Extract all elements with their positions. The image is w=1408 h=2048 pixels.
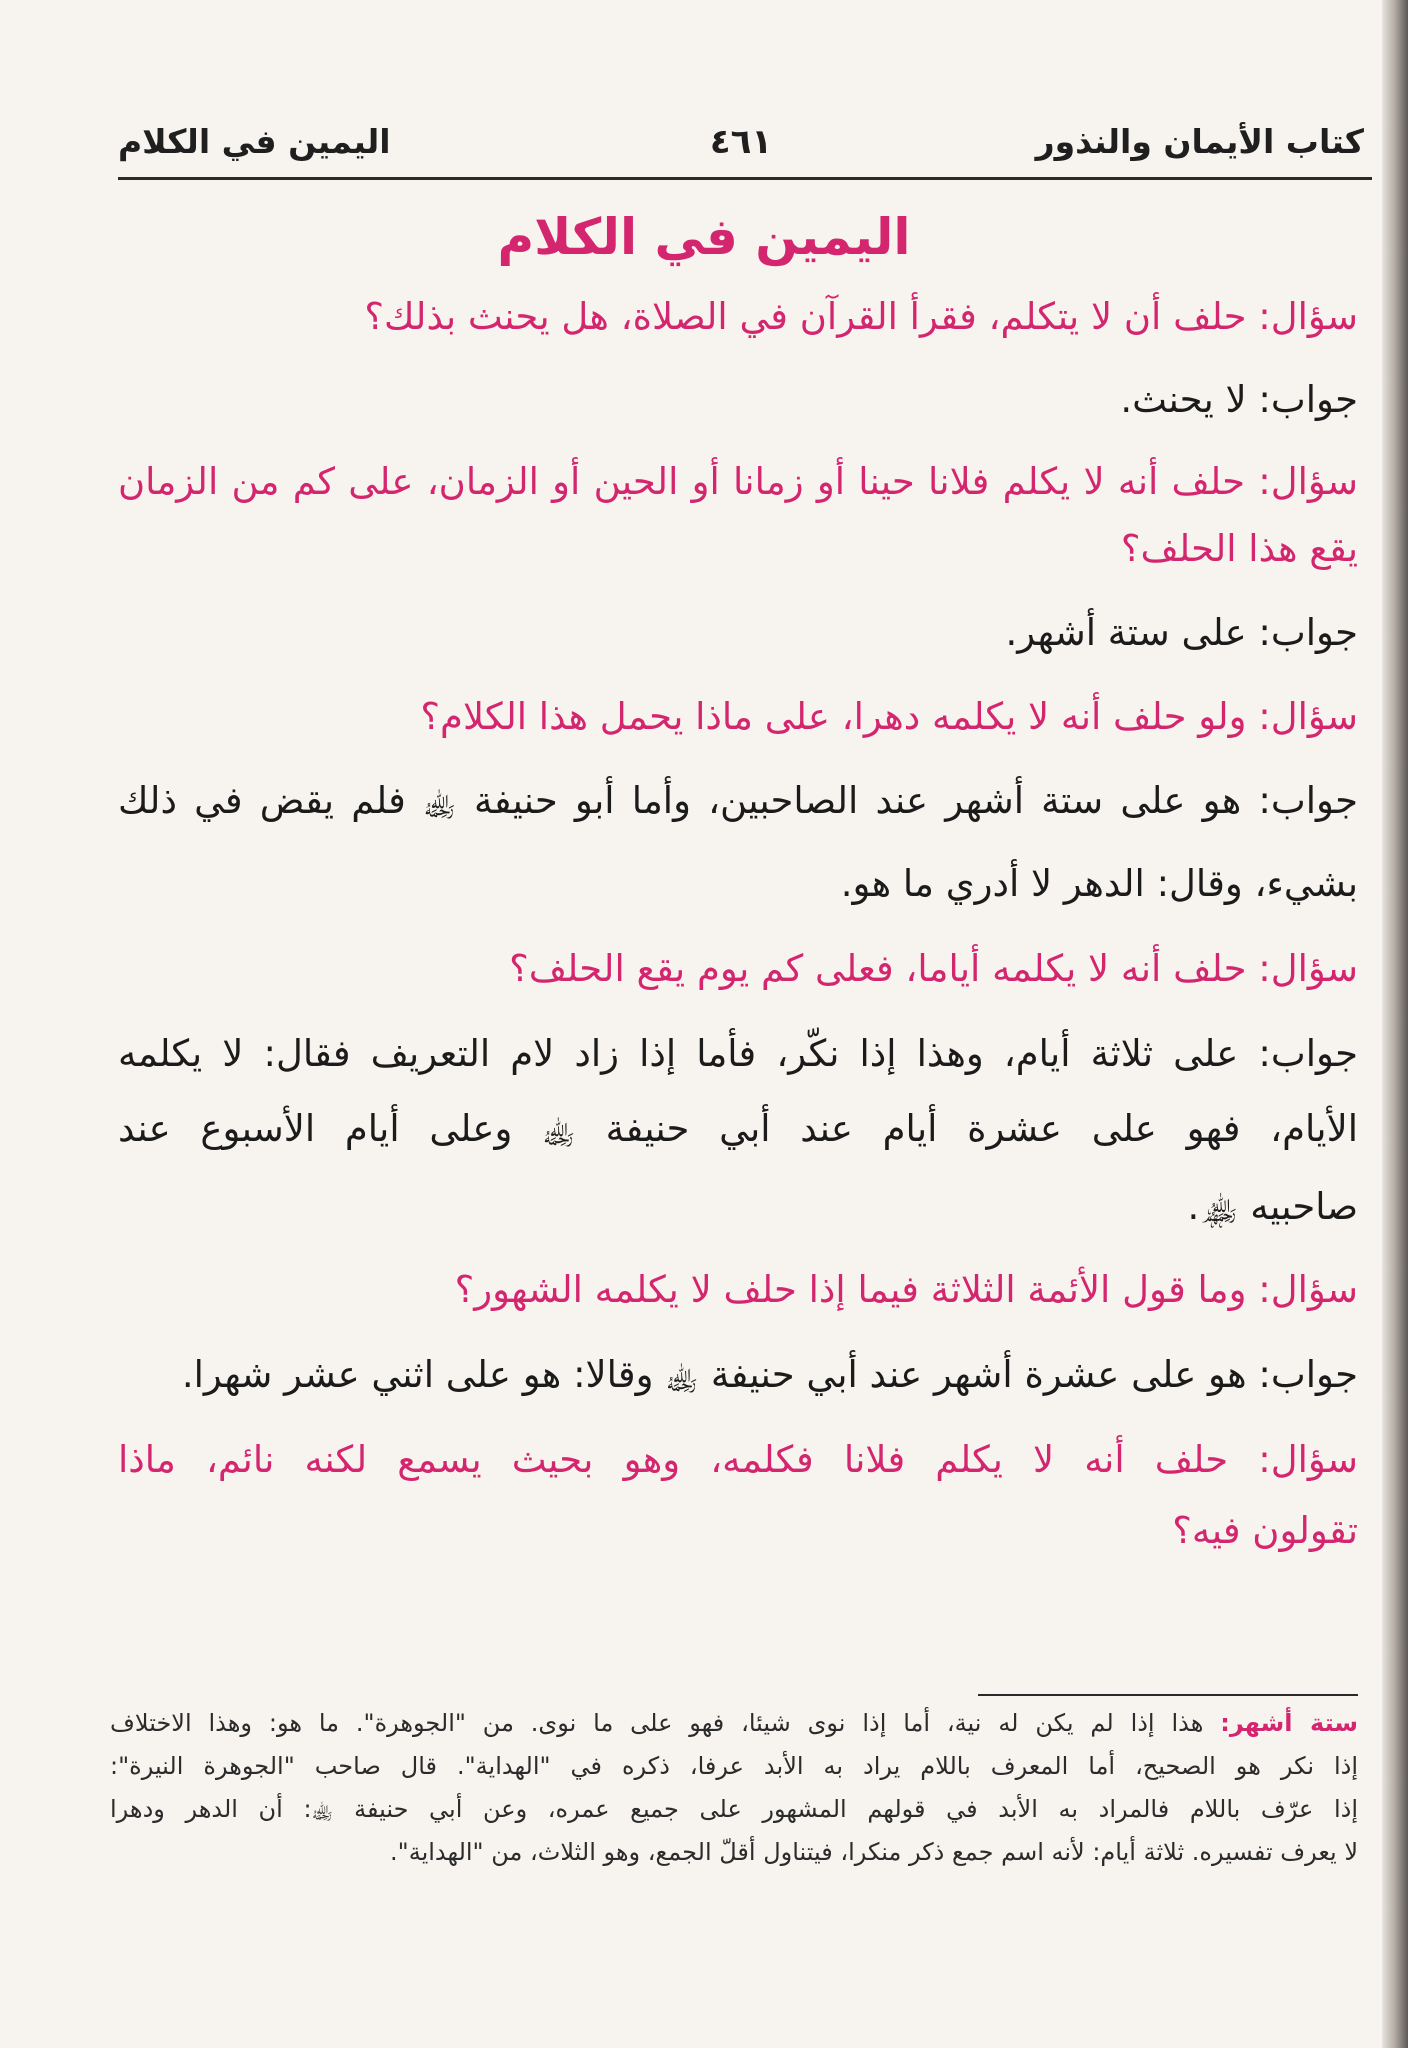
running-header xyxy=(118,122,1364,182)
question-line: سؤال: حلف أن لا يتكلم، فقرأ القرآن في الصلاة، هل يحنث بذلك؟ xyxy=(364,295,1358,338)
answer-line: جواب: لا يحنث. xyxy=(1120,378,1358,421)
footnote-divider xyxy=(978,1694,1358,1696)
answer-line: صاحبيه ﵏. xyxy=(1187,1185,1358,1228)
question-line: سؤال: حلف أنه لا يكلمه أياما، فعلى كم يوم يقع الحلف؟ xyxy=(509,947,1358,990)
footnote-text: إذا نكر هو الصحيح، أما المعرف باللام يراد به الأبد عرفا، ذكره في "الهداية". قال صاحب "الجوهرة النيرة": xyxy=(110,1752,1358,1780)
footnote-text: إذا عرّف باللام فالمراد به الأبد في قولهم المشهور على جميع عمره، وعن أبي حنيفة ﵀: أن الدهر ودهرا xyxy=(110,1795,1358,1823)
question-line: تقولون فيه؟ xyxy=(1172,1509,1358,1552)
answer-line: جواب: على ثلاثة أيام، وهذا إذا نكّر، فأما إذا زاد لام التعريف فقال: لا يكلمه xyxy=(118,1032,1358,1075)
footnote-line xyxy=(110,1705,1358,1741)
footnote-line xyxy=(110,1748,1358,1784)
footnote-line xyxy=(110,1791,1358,1827)
footnote-line xyxy=(390,1834,1358,1870)
footnote-text: لا يعرف تفسيره. ثلاثة أيام: لأنه اسم جمع ذكر منكرا، فيتناول أقلّ الجمع، وهو الثلاث، من "الهداية". xyxy=(390,1838,1358,1866)
question-line: سؤال: حلف أنه لا يكلم فلانا فكلمه، وهو بحيث يسمع لكنه نائم، ماذا xyxy=(118,1438,1358,1481)
question-line: سؤال: حلف أنه لا يكلم فلانا حينا أو زمانا أو الحين أو الزمان، على كم من الزمان xyxy=(118,460,1358,503)
footnote-text: هذا إذا لم يكن له نية، أما إذا نوى شيئا، فهو على ما نوى. من "الجوهرة". ما هو: وهذا الاختلاف xyxy=(110,1709,1204,1737)
header-book-title: كتاب الأيمان والنذور xyxy=(1035,122,1364,161)
chapter-title: اليمين في الكلام xyxy=(497,208,911,266)
answer-line: جواب: هو على عشرة أشهر عند أبي حنيفة ﵀ وقالا: هو على اثني عشر شهرا. xyxy=(181,1353,1358,1396)
answer-line: بشيء، وقال: الدهر لا أدري ما هو. xyxy=(840,862,1358,905)
question-line: سؤال: وما قول الأئمة الثلاثة فيما إذا حلف لا يكلمه الشهور؟ xyxy=(454,1268,1358,1311)
answer-line: جواب: هو على ستة أشهر عند الصاحبين، وأما أبو حنيفة ﵀ فلم يقض في ذلك xyxy=(118,779,1358,822)
header-section-title: اليمين في الكلام xyxy=(118,122,391,161)
footnote-term: ستة أشهر: xyxy=(1220,1709,1359,1737)
page-binding-shadow xyxy=(1382,0,1408,2048)
question-line: يقع هذا الحلف؟ xyxy=(1120,527,1358,570)
question-line: سؤال: ولو حلف أنه لا يكلمه دهرا، على ماذا يحمل هذا الكلام؟ xyxy=(420,695,1358,738)
answer-line: جواب: على ستة أشهر. xyxy=(1005,611,1358,654)
header-divider xyxy=(118,177,1372,180)
answer-line: الأيام، فهو على عشرة أيام عند أبي حنيفة ﵀ وعلى أيام الأسبوع عند xyxy=(118,1107,1358,1150)
page-number: ٤٦١ xyxy=(709,122,773,162)
